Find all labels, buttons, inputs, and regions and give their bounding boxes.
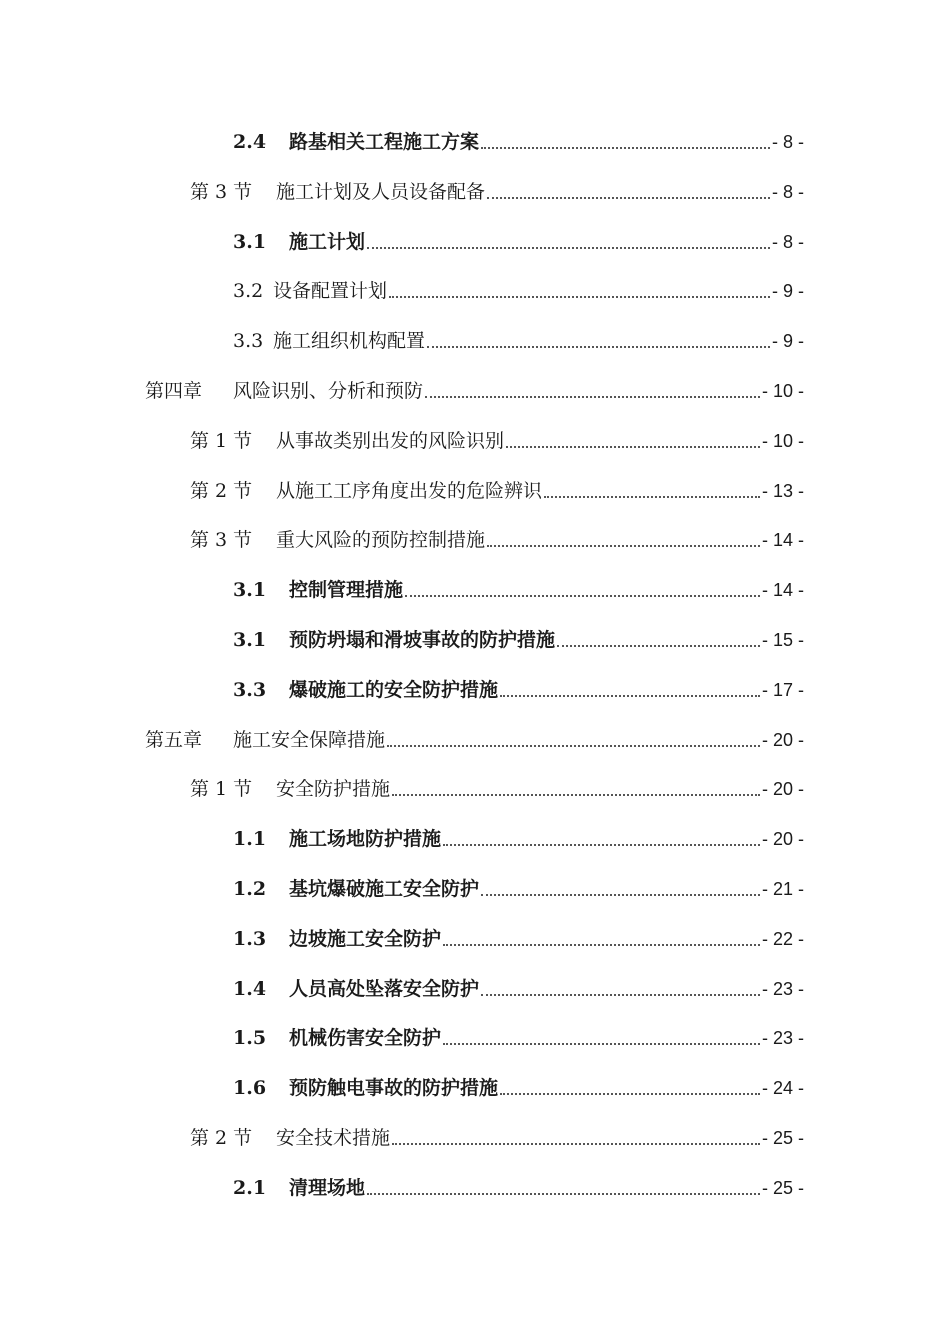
- toc-page-number: - 22 -: [761, 928, 804, 949]
- toc-entry-number: 3.1: [233, 230, 267, 253]
- toc-page-number: - 8 -: [771, 181, 804, 202]
- toc-entry-number: 2.4: [233, 131, 267, 153]
- toc-entry-text: 爆破施工的安全防护措施: [289, 678, 499, 701]
- toc-entry-title: [190, 428, 504, 454]
- toc-entry-title: [190, 1125, 390, 1151]
- toc-dot-leader: [443, 944, 760, 946]
- toc-page-number: - 14 -: [761, 530, 804, 551]
- toc-page-number: - 10 -: [761, 430, 804, 451]
- toc-entry-text: 施工场地防护措施: [289, 828, 442, 851]
- toc-entry-text: 人员高处坠落安全防护: [289, 977, 480, 1000]
- toc-entry-title: [190, 776, 390, 802]
- toc-entry-title: [233, 129, 479, 155]
- toc-entry-text: 施工组织机构配置: [273, 330, 426, 353]
- toc-entry-number: 第 3 节: [190, 180, 253, 203]
- toc-entry-title: [233, 976, 479, 1002]
- toc-entry-text: 施工安全保障措施: [233, 728, 386, 751]
- toc-entry-number: 3.1: [233, 579, 267, 602]
- toc-entry-number: 2.1: [233, 1176, 267, 1199]
- toc-entry[interactable]: [233, 324, 804, 354]
- toc-entry-text: 施工计划及人员设备配备: [276, 180, 486, 203]
- toc-entry-title: [190, 478, 542, 504]
- toc-entry-number: 1.4: [233, 977, 267, 1000]
- toc-entry-text: 清理场地: [289, 1176, 366, 1199]
- toc-entry-text: 安全防护措施: [276, 778, 391, 801]
- toc-page-number: - 25 -: [761, 1128, 804, 1148]
- toc-entry[interactable]: [233, 274, 804, 304]
- toc-entry-text: 安全技术措施: [276, 1127, 391, 1149]
- toc-entry-text: 从施工工序角度出发的危险辨识: [276, 479, 543, 502]
- toc-entry-title: [233, 876, 479, 902]
- toc-dot-leader: [443, 1043, 760, 1045]
- toc-entry-number: 1.5: [233, 1027, 267, 1050]
- toc-entry-number: 3.3: [233, 678, 267, 701]
- toc-entry[interactable]: [233, 822, 804, 852]
- toc-entry-number: 第五章: [145, 728, 203, 751]
- toc-page-number: - 20 -: [761, 729, 804, 750]
- toc-entry-title: [233, 1175, 365, 1201]
- toc-entry[interactable]: [233, 1071, 804, 1101]
- toc-entry-number: 1.2: [233, 878, 267, 900]
- toc-entry-text: 预防坍塌和滑坡事故的防护措施: [289, 629, 556, 651]
- toc-dot-leader: [481, 894, 760, 896]
- toc-entry-text: 边坡施工安全防护: [289, 927, 442, 950]
- toc-entry-number: 第 2 节: [190, 1127, 253, 1149]
- toc-dot-leader: [392, 794, 760, 796]
- toc-entry-title: [145, 378, 423, 404]
- toc-page-number: - 24 -: [761, 1078, 804, 1099]
- toc-page-number: - 14 -: [761, 580, 804, 601]
- toc-entry-text: 预防触电事故的防护措施: [289, 1077, 499, 1100]
- toc-entry[interactable]: [190, 424, 804, 454]
- toc-page-number: - 10 -: [761, 381, 804, 401]
- toc-dot-leader: [443, 844, 760, 846]
- toc-entry-title: [233, 826, 441, 852]
- toc-dot-leader: [481, 994, 760, 996]
- toc-entry-number: 第四章: [145, 380, 203, 402]
- toc-entry-text: 施工计划: [289, 230, 366, 253]
- toc-entry-title: [233, 577, 403, 603]
- toc-entry-title: [233, 278, 387, 304]
- toc-entry-title: [233, 1025, 441, 1051]
- toc-dot-leader: [367, 1193, 760, 1195]
- toc-entry-number: 1.1: [233, 828, 267, 851]
- toc-dot-leader: [405, 595, 760, 597]
- toc-dot-leader: [500, 1093, 760, 1095]
- toc-dot-leader: [387, 745, 760, 747]
- toc-entry-title: [233, 328, 425, 354]
- toc-entry[interactable]: [233, 1171, 804, 1201]
- toc-entry[interactable]: [190, 1121, 804, 1151]
- toc-page-number: - 21 -: [761, 879, 804, 899]
- toc-entry-number: 1.6: [233, 1077, 267, 1100]
- toc-entry-number: 第 1 节: [190, 778, 253, 801]
- toc-page-number: - 20 -: [761, 779, 804, 800]
- toc-entry-title: [233, 627, 555, 653]
- toc-page-number: - 13 -: [761, 480, 804, 501]
- toc-entry-text: 基坑爆破施工安全防护: [289, 878, 480, 900]
- toc-page-number: - 23 -: [761, 978, 804, 999]
- toc-dot-leader: [389, 296, 770, 298]
- toc-entry-number: 3.2: [233, 280, 264, 303]
- toc-entry-title: [145, 727, 385, 753]
- toc-page-number: - 8 -: [771, 132, 804, 152]
- toc-entry-number: 1.3: [233, 927, 267, 950]
- toc-dot-leader: [425, 396, 760, 398]
- toc-entry-text: 控制管理措施: [289, 579, 404, 602]
- toc-entry-title: [233, 677, 498, 703]
- toc-dot-leader: [506, 446, 760, 448]
- toc-entry-title: [233, 926, 441, 952]
- toc-entry[interactable]: [233, 225, 804, 255]
- toc-entry-title: [190, 527, 485, 553]
- toc-page-number: - 23 -: [761, 1028, 804, 1049]
- toc-dot-leader: [367, 247, 770, 249]
- toc-dot-leader: [427, 346, 770, 348]
- toc-entry-number: 第 1 节: [190, 429, 253, 452]
- toc-entry-number: 第 2 节: [190, 479, 253, 502]
- toc-entry[interactable]: [233, 1021, 804, 1051]
- toc-page-number: - 25 -: [761, 1177, 804, 1198]
- toc-entry-title: [190, 179, 485, 205]
- toc-entry[interactable]: [233, 573, 804, 603]
- toc-entry-number: 3.3: [233, 330, 264, 353]
- toc-entry[interactable]: [233, 922, 804, 952]
- toc-entry-title: [233, 1075, 498, 1101]
- toc-page-number: - 9 -: [771, 331, 804, 352]
- toc-entry[interactable]: [233, 872, 804, 902]
- toc-entry[interactable]: [145, 374, 804, 404]
- toc-entry-title: [233, 229, 365, 255]
- toc-entry-text: 从事故类别出发的风险识别: [276, 429, 505, 452]
- toc-entry-text: 风险识别、分析和预防: [233, 380, 424, 402]
- toc-entry-number: 第 3 节: [190, 529, 253, 552]
- toc-entry-number: 3.1: [233, 629, 267, 651]
- toc-page-number: - 17 -: [761, 679, 804, 700]
- toc-entry[interactable]: [190, 523, 804, 553]
- toc-dot-leader: [544, 496, 760, 498]
- toc-entry[interactable]: [190, 772, 804, 802]
- toc-entry[interactable]: [233, 125, 804, 155]
- toc-entry-text: 路基相关工程施工方案: [289, 131, 480, 153]
- toc-dot-leader: [392, 1143, 760, 1145]
- toc-dot-leader: [481, 147, 770, 149]
- toc-dot-leader: [487, 545, 760, 547]
- toc-entry[interactable]: [233, 623, 804, 653]
- toc-entry-text: 重大风险的预防控制措施: [276, 529, 486, 552]
- toc-entry[interactable]: [190, 474, 804, 504]
- toc-dot-leader: [500, 695, 760, 697]
- toc-entry-text: 设备配置计划: [273, 280, 388, 303]
- toc-dot-leader: [487, 197, 770, 199]
- toc-entry[interactable]: [233, 972, 804, 1002]
- toc-dot-leader: [557, 645, 760, 647]
- toc-entry[interactable]: [145, 723, 804, 753]
- toc-page-number: - 15 -: [761, 630, 804, 650]
- toc-page-number: - 9 -: [771, 281, 804, 302]
- toc-entry[interactable]: [233, 673, 804, 703]
- toc-page-number: - 20 -: [761, 829, 804, 850]
- toc-entry-text: 机械伤害安全防护: [289, 1027, 442, 1050]
- toc-page-number: - 8 -: [771, 231, 804, 252]
- toc-entry[interactable]: [190, 175, 804, 205]
